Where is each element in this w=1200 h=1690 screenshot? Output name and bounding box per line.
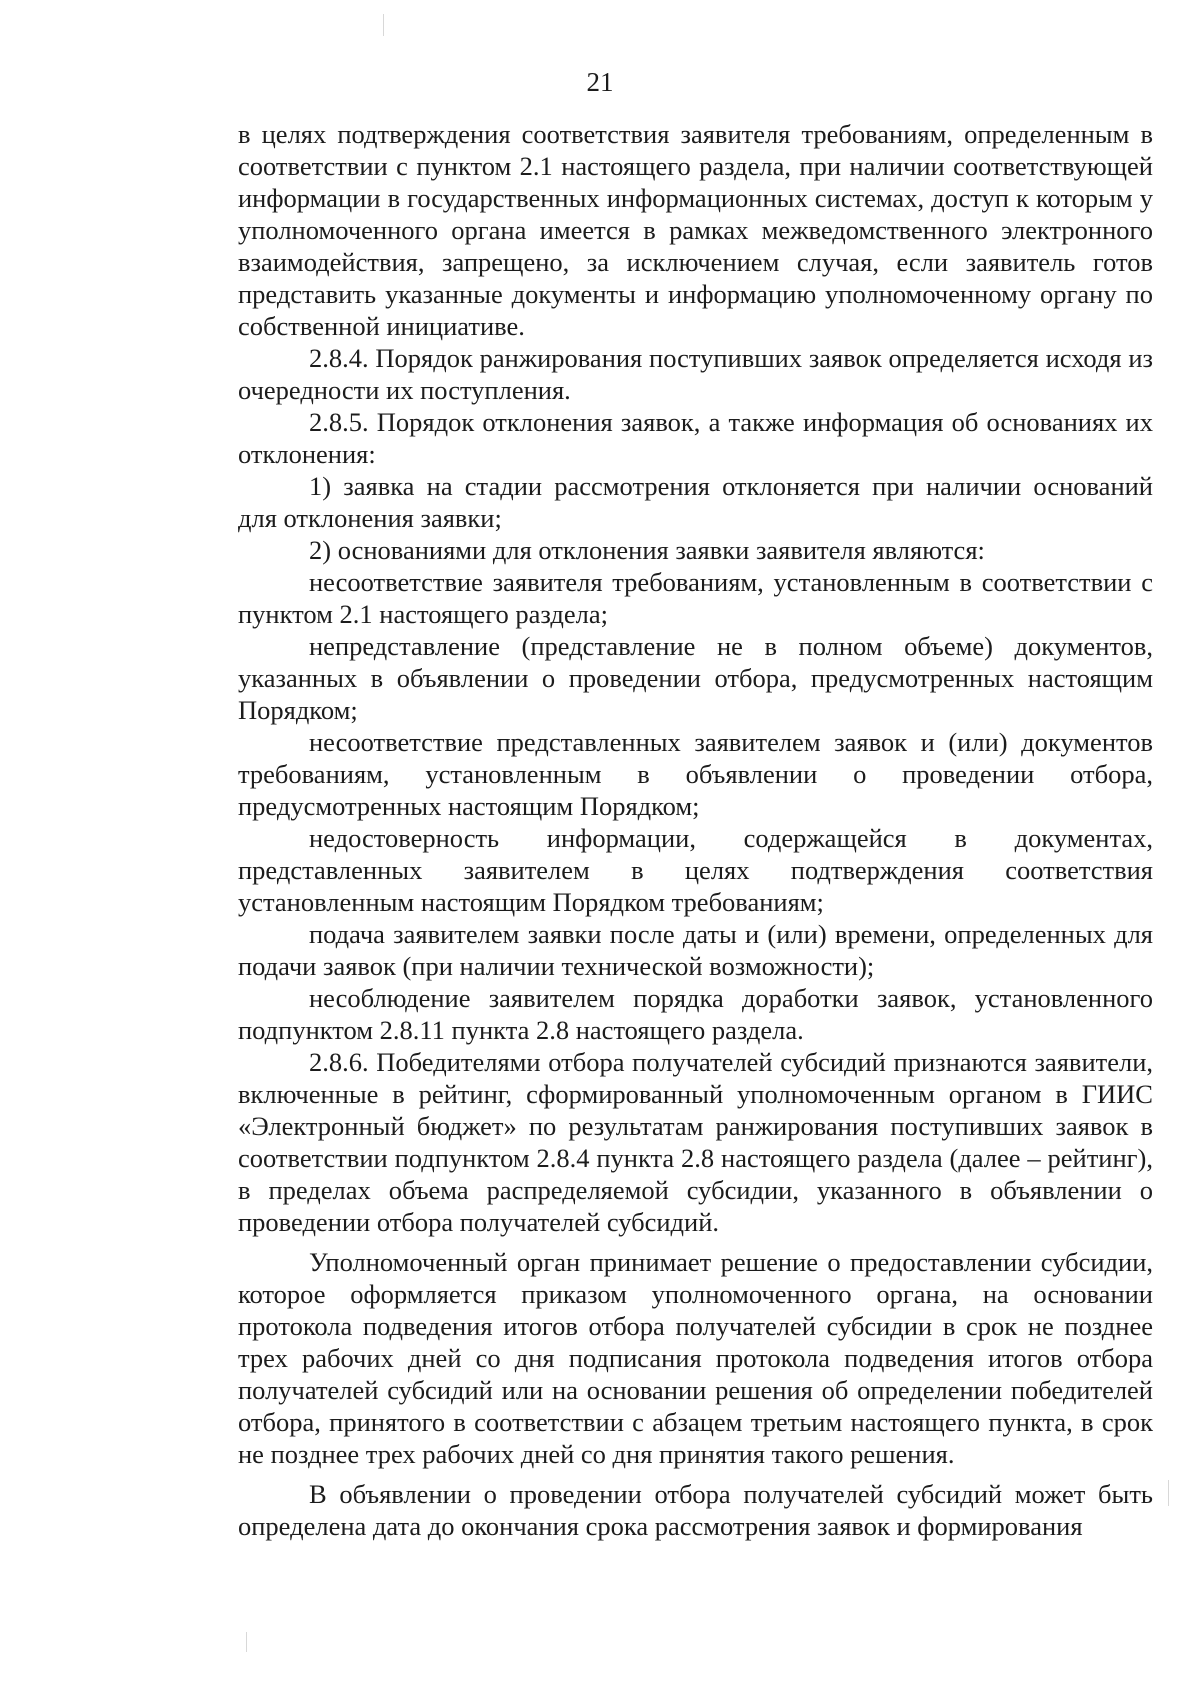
rejection-ground: несоответствие представленных заявителем заявок и (или) документов требованиям, установленным в объявлении о проведении отбора, предусмотренных настоящим Порядком;	[238, 727, 1153, 821]
rejection-ground: подача заявителем заявки после даты и (или) времени, определенных для подачи заявок (при наличии технической возможности);	[238, 919, 1153, 981]
rejection-ground: несоблюдение заявителем порядка доработки заявок, установленного подпунктом 2.8.11 пункта 2.8 настоящего раздела.	[238, 983, 1153, 1045]
paragraph-2-8-4: 2.8.4. Порядок ранжирования поступивших заявок определяется исходя из очередности их поступления.	[238, 343, 1153, 405]
document-body	[238, 118, 1153, 1542]
paragraph-2-8-6: 2.8.6. Победителями отбора получателей субсидий признаются заявители, включенные в рейтинг, сформированный уполномоченным органом в ГИИС «Электронный бюджет» по результатам ранжирования поступивших заявок в соответствии подпунктом 2.8.4 пункта 2.8 настоящего раздела (далее – рейтинг), в пределах объема распределяемой субсидии, указанного в объявлении о проведении отбора получателей субсидий.	[238, 1047, 1153, 1237]
rejection-ground: недостоверность информации, содержащейся в документах, представленных заявителем в целях подтверждения соответствия установленным настоящим Порядком требованиям;	[238, 823, 1153, 917]
paragraph-decision: Уполномоченный орган принимает решение о предоставлении субсидии, которое оформляется приказом уполномоченного органа, на основании протокола подведения итогов отбора получателей субсидии в срок не позднее трех рабочих дней со дня подписания протокола подведения итогов отбора получателей субсидий или на основании решения об определении победителей отбора, принятого в соответствии с абзацем третьим настоящего пункта, в срок не позднее трех рабочих дней со дня принятия такого решения.	[238, 1247, 1153, 1469]
paragraph-2-8-5: 2.8.5. Порядок отклонения заявок, а также информация об основаниях их отклонения:	[238, 407, 1153, 469]
paragraph-announcement: В объявлении о проведении отбора получателей субсидий может быть определена дата до окончания срока рассмотрения заявок и формирования	[238, 1479, 1153, 1541]
scan-mark	[246, 1632, 247, 1652]
scan-mark	[1168, 1480, 1169, 1506]
list-item-2: 2) основаниями для отклонения заявки заявителя являются:	[309, 535, 985, 565]
rejection-ground: несоответствие заявителя требованиям, установленным в соответствии с пунктом 2.1 настоящего раздела;	[238, 567, 1153, 629]
page-number: 21	[586, 67, 614, 97]
paragraph-continuation: в целях подтверждения соответствия заявителя требованиям, определенным в соответствии с пунктом 2.1 настоящего раздела, при наличии соответствующей информации в государственных информационных системах, доступ к которым у уполномоченного органа имеется в рамках межведомственного электронного взаимодействия, запрещено, за исключением случая, если заявитель готов представить указанные документы и информацию уполномоченному органу по собственной инициативе.	[238, 119, 1153, 341]
scan-mark	[383, 14, 384, 36]
list-item-1: 1) заявка на стадии рассмотрения отклоняется при наличии оснований для отклонения заявки;	[238, 471, 1153, 533]
rejection-ground: непредставление (представление не в полном объеме) документов, указанных в объявлении о проведении отбора, предусмотренных настоящим Порядком;	[238, 631, 1153, 725]
